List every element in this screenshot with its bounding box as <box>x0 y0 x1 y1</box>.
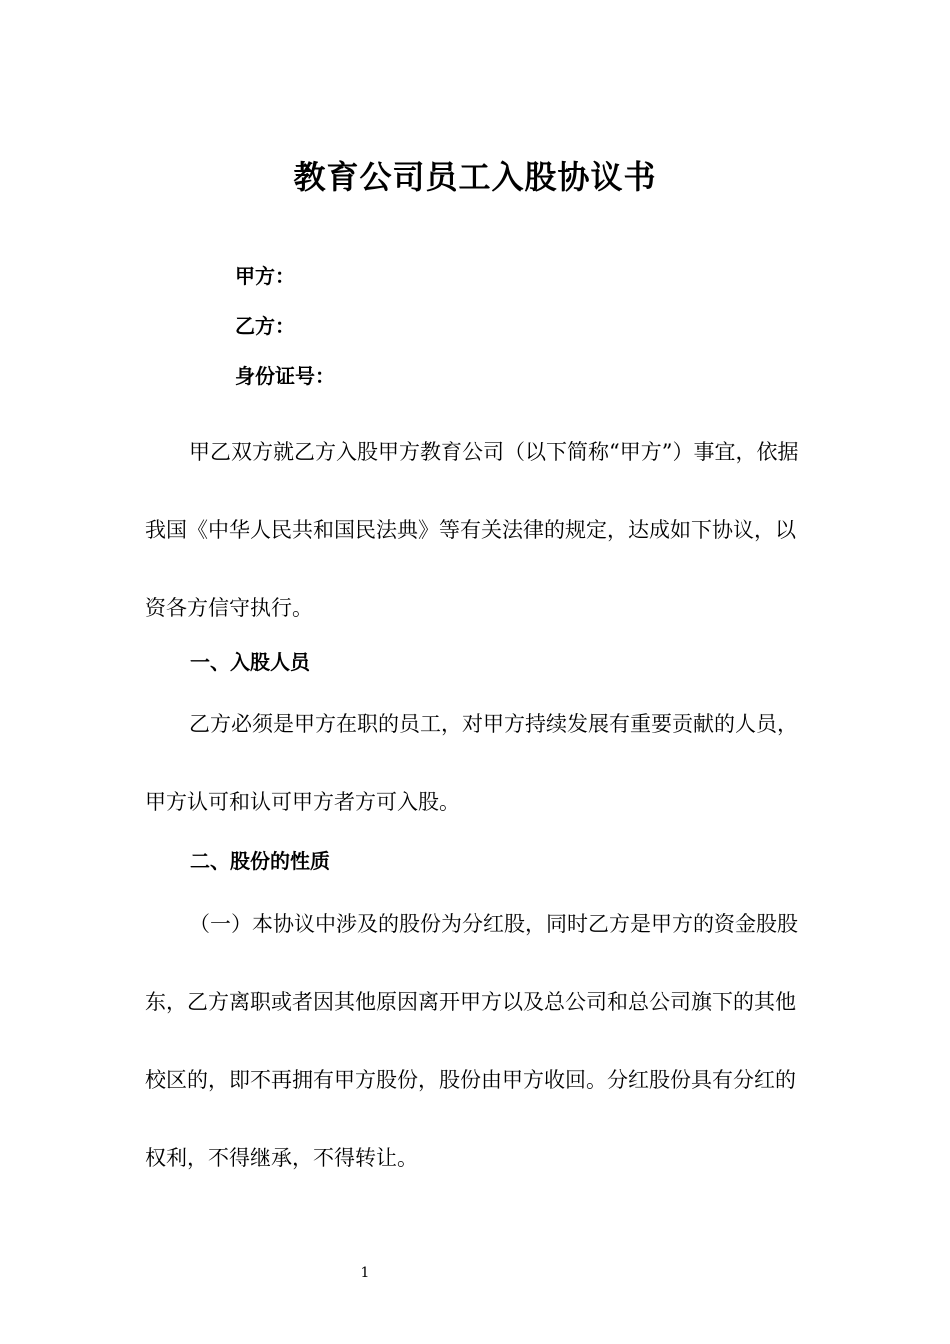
party-a-label: 甲方： <box>235 264 295 288</box>
section1-paragraph: 乙方必须是甲方在职的员工，对甲方持续发展有重要贡献的人员，甲方认可和认可甲方者方可入股。 <box>145 712 798 814</box>
id-number-label: 身份证号： <box>235 364 335 388</box>
page-number: 1 <box>360 1265 370 1281</box>
party-b-label: 乙方： <box>235 314 295 338</box>
intro-paragraph: 甲乙双方就乙方入股甲方教育公司（以下简称“甲方”）事宜，依据我国《中华人民共和国民法典》等有关法律的规定，达成如下协议，以资各方信守执行。 <box>145 440 799 620</box>
section2-heading: 二、股份的性质 <box>190 849 330 873</box>
section2-paragraph: （一）本协议中涉及的股份为分红股，同时乙方是甲方的资金股股东，乙方离职或者因其他原因离开甲方以及总公司和总公司旗下的其他校区的，即不再拥有甲方股份，股份由甲方收回。分红股份具有分红的权利，不得继承，不得转让。 <box>145 912 798 1170</box>
section1-heading: 一、入股人员 <box>190 650 310 674</box>
document-title: 教育公司员工入股协议书 <box>293 158 657 196</box>
